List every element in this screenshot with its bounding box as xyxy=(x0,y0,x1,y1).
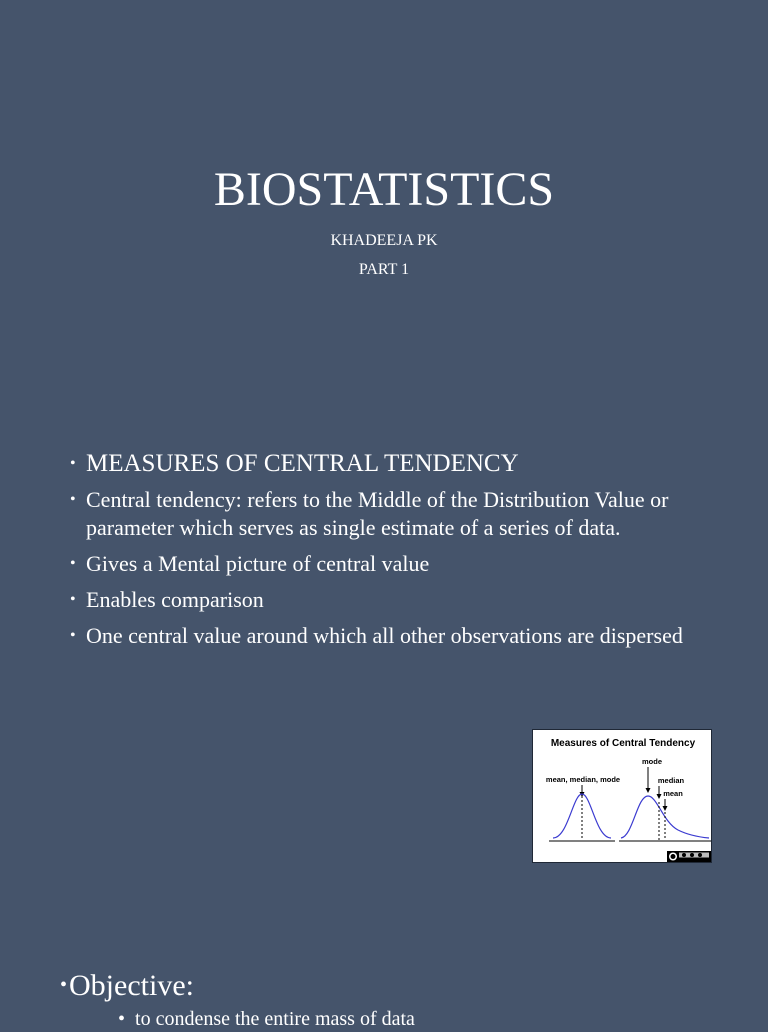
bullet-dot: • xyxy=(70,555,76,572)
sub-bullet-dot: • xyxy=(118,1008,126,1030)
arrow-head xyxy=(646,788,651,793)
bullet-dot: • xyxy=(70,591,76,608)
bullet-item xyxy=(70,586,730,614)
label-mode: mode xyxy=(641,757,663,766)
bullet-dot: • xyxy=(70,455,76,472)
bullet-dot: • xyxy=(70,491,76,508)
objective-text: Objective: xyxy=(69,969,194,1002)
bullet-list xyxy=(70,448,730,658)
bullet-item xyxy=(70,622,730,650)
arrow-head xyxy=(657,794,662,799)
objective-heading xyxy=(60,966,194,1005)
objective-item-text: to condense the entire mass of data xyxy=(135,1008,415,1030)
distribution-diagram xyxy=(533,730,713,864)
bullet-dot: • xyxy=(60,974,68,996)
label-median: median xyxy=(657,776,685,785)
figure-title: Measures of Central Tendency xyxy=(550,738,696,749)
license-badge-icon xyxy=(667,851,711,862)
author-name: KHADEEJA PK xyxy=(330,232,438,249)
bullet-item xyxy=(70,486,730,542)
central-tendency-figure xyxy=(532,729,712,863)
bullet-text: MEASURES OF CENTRAL TENDENCY xyxy=(86,450,519,477)
objective-item xyxy=(118,1006,415,1032)
bullet-text: Enables comparison xyxy=(86,587,264,612)
part-label: PART 1 xyxy=(358,261,410,278)
bullet-dot: • xyxy=(70,627,76,644)
arrow-head xyxy=(663,806,668,811)
bullet-text: Gives a Mental picture of central value xyxy=(86,551,430,576)
label-mean: mean xyxy=(663,789,683,798)
slide-title: BIOSTATISTICS xyxy=(213,163,555,216)
bullet-text: One central value around which all other observations are dispersed xyxy=(86,623,683,648)
bullet-item-heading xyxy=(70,448,730,480)
label-mean-median-mode: mean, median, mode xyxy=(545,775,621,784)
bullet-text: Central tendency: refers to the Middle of the Distribution Value or parameter which serves as single estimate of a series of data. xyxy=(86,487,669,540)
bullet-item xyxy=(70,550,730,578)
